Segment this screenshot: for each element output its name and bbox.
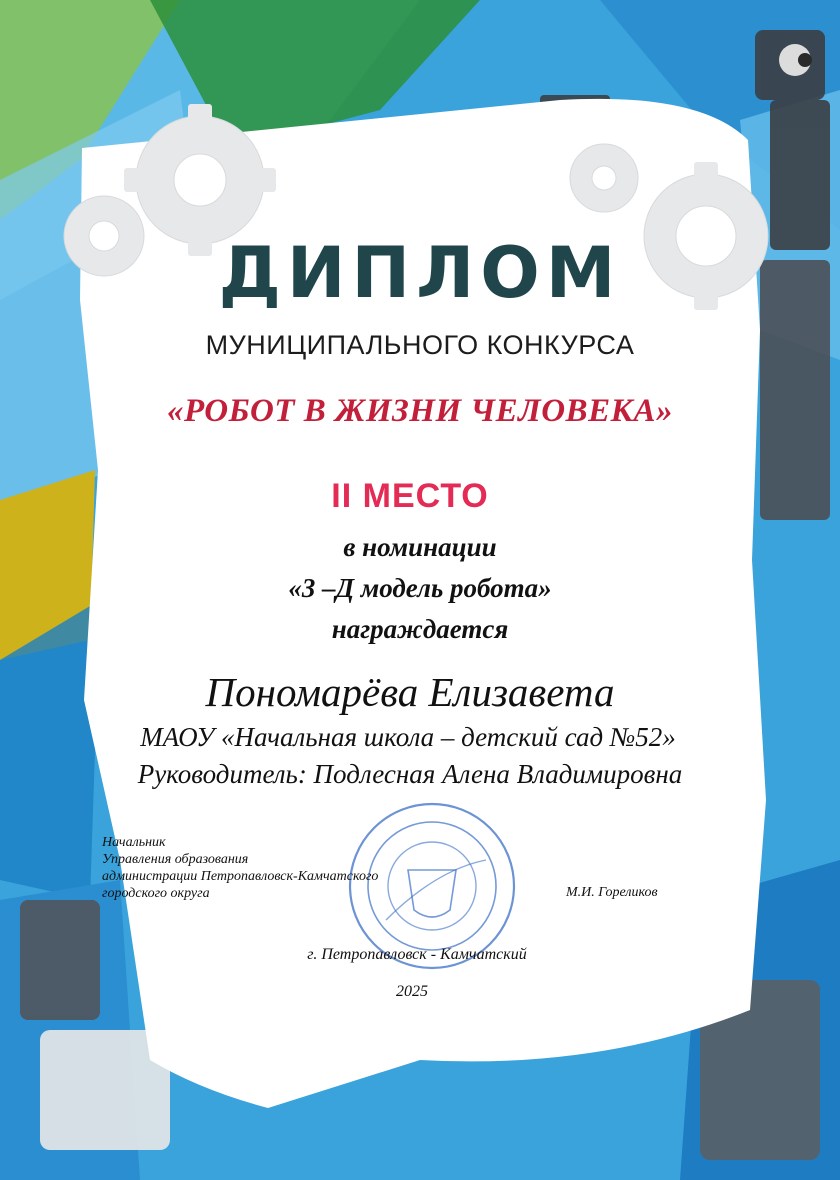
leader-name: Руководитель: Подлесная Алена Владимировна [137, 759, 683, 789]
signatory-title [102, 834, 378, 902]
award-place: II МЕСТО [331, 477, 489, 515]
awarded-text: награждается [331, 614, 509, 644]
diploma-title: ДИПЛОМ [218, 232, 622, 314]
nomination-name: «3 –Д модель робота» [288, 573, 552, 603]
diploma-subtitle: МУНИЦИПАЛЬНОГО КОНКУРСА [205, 330, 635, 360]
signer-name: М.И. Гореликов [566, 885, 658, 900]
city: г. Петропавловск - Камчатский [307, 946, 527, 963]
signatory-line: городского округа [102, 886, 210, 901]
contest-name: «РОБОТ В ЖИЗНИ ЧЕЛОВЕКА» [167, 393, 673, 429]
recipient-name: Пономарёва Елизавета [205, 669, 615, 715]
nomination-intro: в номинации [343, 532, 497, 562]
signatory-line: Начальник [102, 835, 166, 850]
signatory-line: администрации Петропавловск-Камчатского [102, 869, 379, 884]
year: 2025 [396, 983, 428, 1000]
school-name: МАОУ «Начальная школа – детский сад №52» [140, 722, 676, 752]
signatory-line: Управления образования [102, 852, 249, 867]
